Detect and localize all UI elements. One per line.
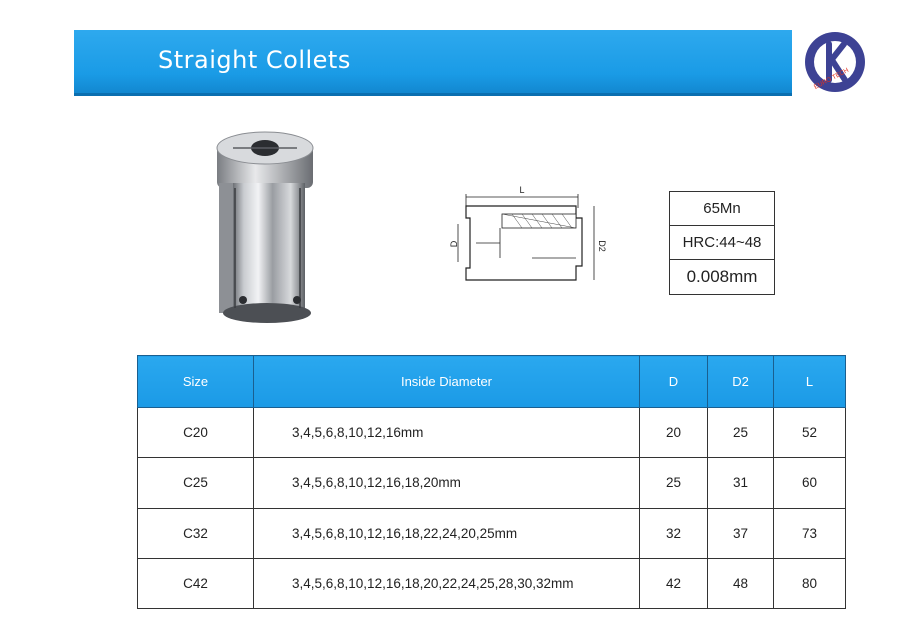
cell-d2: 31: [708, 458, 774, 508]
svg-text:EURO TECH: EURO TECH: [812, 66, 850, 91]
cell-d2: 25: [708, 408, 774, 458]
cell-inside-diameter: 3,4,5,6,8,10,12,16mm: [254, 408, 640, 458]
cell-size: C32: [138, 508, 254, 558]
collet-size-table: [137, 355, 846, 609]
title-banner: [74, 30, 792, 96]
cell-d2: 48: [708, 558, 774, 608]
accuracy-spec: 0.008mm: [686, 267, 758, 286]
page-title: Straight Collets: [158, 46, 351, 74]
table-row: [138, 458, 846, 508]
cell-d2: 37: [708, 508, 774, 558]
cell-size: C25: [138, 458, 254, 508]
collet-photo: [205, 128, 325, 328]
header-d2: D2: [708, 356, 774, 408]
collet-drawing: [436, 184, 612, 294]
outer-diameter-label: D2: [597, 240, 607, 252]
cell-l: 80: [774, 558, 846, 608]
hardness-spec: HRC:44~48: [670, 226, 774, 260]
header-l: L: [774, 356, 846, 408]
header-inside-diameter: Inside Diameter: [254, 356, 640, 408]
cell-d: 42: [640, 558, 708, 608]
cell-l: 73: [774, 508, 846, 558]
cell-inside-diameter: 3,4,5,6,8,10,12,16,18,22,24,20,25mm: [254, 508, 640, 558]
diameter-label: D: [449, 240, 459, 248]
cell-d: 25: [640, 458, 708, 508]
cell-inside-diameter: 3,4,5,6,8,10,12,16,18,20,22,24,25,28,30,32mm: [254, 558, 640, 608]
cell-size: C20: [138, 408, 254, 458]
cell-d: 32: [640, 508, 708, 558]
cell-d: 20: [640, 408, 708, 458]
table-row: [138, 558, 846, 608]
table-header-row: [138, 356, 846, 408]
material-spec: 65Mn: [670, 192, 774, 226]
euro-tech-logo: [803, 30, 867, 94]
cell-l: 60: [774, 458, 846, 508]
length-label: L: [519, 185, 525, 195]
cell-size: C42: [138, 558, 254, 608]
table-row: [138, 508, 846, 558]
spec-box: [669, 191, 775, 295]
cell-inside-diameter: 3,4,5,6,8,10,12,16,18,20mm: [254, 458, 640, 508]
header-size: Size: [138, 356, 254, 408]
header-d: D: [640, 356, 708, 408]
cell-l: 52: [774, 408, 846, 458]
table-row: [138, 408, 846, 458]
